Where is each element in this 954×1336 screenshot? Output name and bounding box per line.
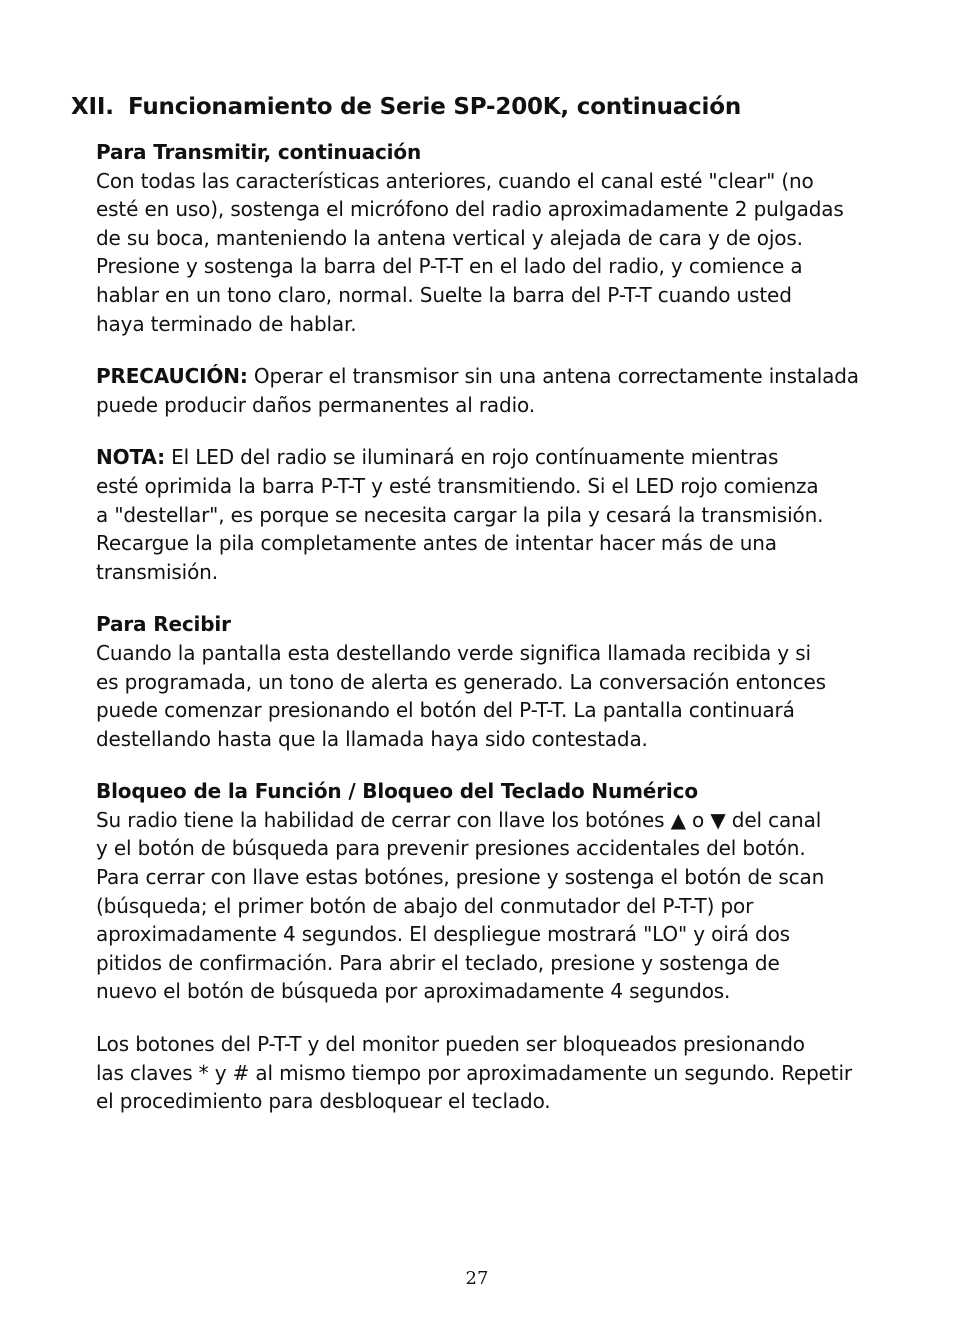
note-label: NOTA: — [96, 445, 165, 470]
page-content — [96, 138, 896, 1116]
paragraph-line — [96, 443, 896, 472]
paragraph-line: a "destellar", es porque se necesita cargar la pila y cesará la transmisión. — [96, 502, 824, 527]
lock-heading: Bloqueo de la Función / Bloqueo del Teclado Numérico — [96, 779, 698, 804]
receive-heading: Para Recibir — [96, 612, 231, 637]
paragraph-line — [96, 362, 896, 391]
paragraph-line: puede producir daños permanentes al radio. — [96, 392, 535, 417]
caution-section — [96, 362, 896, 419]
caution-text: Operar el transmisor sin una antena correctamente instalada — [247, 364, 859, 389]
note-paragraph — [96, 443, 896, 586]
paragraph-line: Los botones del P-T-T y del monitor pueden ser bloqueados presionando — [96, 1032, 805, 1057]
ptt-lock-paragraph — [96, 1030, 896, 1116]
paragraph-line: (búsqueda; el primer botón de abajo del conmutador del P-T-T) por — [96, 893, 754, 918]
paragraph-line: Con todas las características anteriores, cuando el canal esté "clear" (no — [96, 168, 814, 193]
note-text: El LED del radio se iluminará en rojo contínuamente mientras — [164, 445, 779, 470]
spacer — [96, 1006, 896, 1030]
receive-paragraph — [96, 639, 896, 753]
spacer — [96, 753, 896, 777]
paragraph-line: destellando hasta que la llamada haya sido contestada. — [96, 726, 648, 751]
paragraph-line: Recargue la pila completamente antes de intentar hacer más de una — [96, 531, 777, 556]
paragraph-line: esté en uso), sostenga el micrófono del radio aproximadamente 2 pulgadas — [96, 197, 844, 222]
paragraph-line: el procedimiento para desbloquear el teclado. — [96, 1089, 551, 1114]
section-title: Funcionamiento de Serie SP-200K, continuación — [128, 94, 742, 120]
ptt-lock-section — [96, 1030, 896, 1116]
paragraph-line: transmisión. — [96, 559, 218, 584]
paragraph-line: las claves * y # al mismo tiempo por aproximadamente un segundo. Repetir — [96, 1060, 852, 1085]
lock-section — [96, 777, 896, 1006]
spacer — [96, 338, 896, 362]
paragraph-line: es programada, un tono de alerta es generado. La conversación entonces — [96, 669, 826, 694]
note-section — [96, 443, 896, 586]
section-number: XII. — [71, 94, 114, 120]
paragraph-line: de su boca, manteniendo la antena vertical y alejada de cara y de ojos. — [96, 225, 803, 250]
spacer — [96, 586, 896, 610]
paragraph-line: pitidos de confirmación. Para abrir el teclado, presione y sostenga de — [96, 950, 780, 975]
paragraph-line: y el botón de búsqueda para prevenir presiones accidentales del botón. — [96, 836, 806, 861]
paragraph-line: puede comenzar presionando el botón del P-T-T. La pantalla continuará — [96, 698, 795, 723]
paragraph-line: esté oprimida la barra P-T-T y esté transmitiendo. Si el LED rojo comienza — [96, 473, 819, 498]
caution-label: PRECAUCIÓN: — [96, 364, 248, 389]
paragraph-line: Su radio tiene la habilidad de cerrar con llave los botónes ▲ o ▼ del canal — [96, 807, 822, 832]
paragraph-line: aproximadamente 4 segundos. El despliegue mostrará "LO" y oirá dos — [96, 922, 790, 947]
paragraph-line: Cuando la pantalla esta destellando verde significa llamada recibida y si — [96, 640, 811, 665]
paragraph-line: haya terminado de hablar. — [96, 311, 357, 336]
paragraph-line: hablar en un tono claro, normal. Suelte la barra del P-T-T cuando usted — [96, 282, 792, 307]
transmit-paragraph — [96, 167, 896, 339]
paragraph-line: Presione y sostenga la barra del P-T-T en el lado del radio, y comience a — [96, 254, 803, 279]
lock-paragraph — [96, 806, 896, 1006]
transmit-heading: Para Transmitir, continuación — [96, 140, 422, 164]
section-heading — [71, 92, 741, 122]
paragraph-line: Para cerrar con llave estas botónes, presione y sostenga el botón de scan — [96, 865, 825, 890]
transmit-section — [96, 138, 896, 338]
spacer — [96, 419, 896, 443]
caution-paragraph — [96, 362, 896, 419]
paragraph-line: nuevo el botón de búsqueda por aproximadamente 4 segundos. — [96, 979, 731, 1004]
receive-section — [96, 610, 896, 753]
page-number: 27 — [465, 1268, 489, 1289]
